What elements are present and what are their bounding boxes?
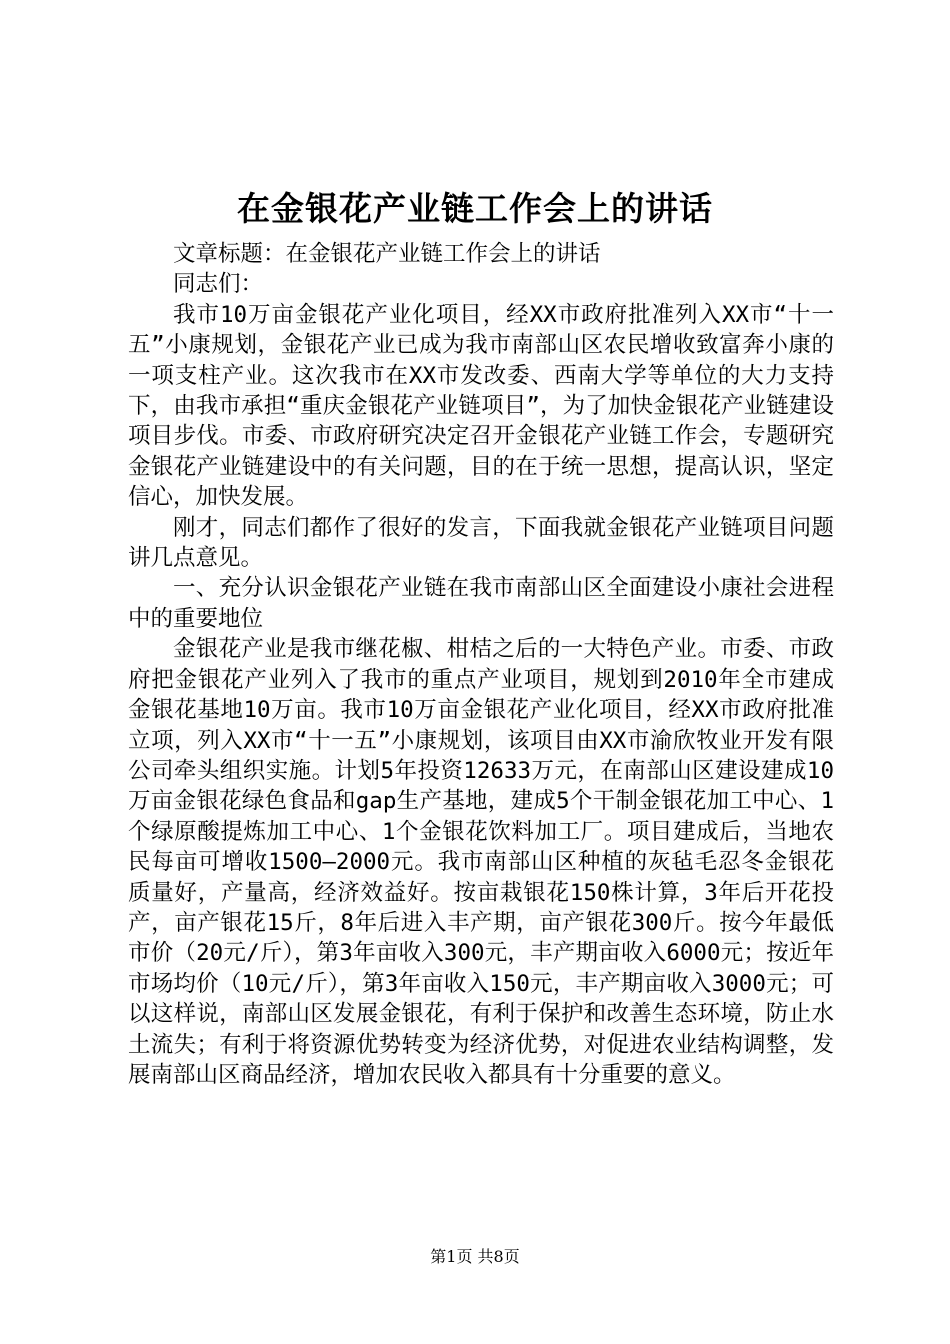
section-heading-1: 一、充分认识金银花产业链在我市南部山区全面建设小康社会进程中的重要地位 — [128, 575, 834, 632]
paragraph-transition: 刚才，同志们都作了很好的发言，下面我就金银花产业链项目问题讲几点意见。 — [128, 514, 834, 572]
paragraph-salutation: 同志们： — [173, 271, 264, 298]
paragraph-introduction: 我市10万亩金银花产业化项目，经XX市政府批准列入XX市“十一五”小康规划，金银花产业已成为我市南部山区农民增收致富奔小康的一项支柱产业。这次我市在XX市发改委、西南大学等单位的大力支持下，由我市承担“重庆金银花产业链项目”，为了加快金银花产业链建设项目步伐。市委、市政府研究决定召开金银花产业链工作会，专题研究金银花产业链建设中的有关问题，目的在于统一思想，提高认识，坚定信心，加快发展。 — [128, 301, 834, 511]
page-footer: 第1页 共8页 — [430, 1247, 520, 1266]
document-body — [128, 239, 834, 1090]
paragraph-industry-overview: 金银花产业是我市继花椒、柑桔之后的一大特色产业。市委、市政府把金银花产业列入了我市的重点产业项目，规划到2010年全市建成金银花基地10万亩。我市10万亩金银花产业化项目，经XX市政府批准立项，列入XX市“十一五”小康规划，该项目由XX市渝欣牧业开发有限公司牵头组织实施。计划5年投资12633万元，在南部山区建设建成10万亩金银花绿色食品和gap生产基地，建成5个干制金银花加工中心、1个绿原酸提炼加工中心、1个金银花饮料加工厂。项目建成后，当地农民每亩可增收1500—2000元。我市南部山区种植的灰毡毛忍冬金银花质量好，产量高，经济效益好。按亩栽银花150株计算，3年后开花投产，亩产银花15斤，8年后进入丰产期，亩产银花300斤。按今年最低市价（20元/斤），第3年亩收入300元，丰产期亩收入6000元；按近年市场均价（10元/斤），第3年亩收入150元，丰产期亩收入3000元；可以这样说，南部山区发展金银花，有利于保护和改善生态环境，防止水土流失；有利于将资源优势转变为经济优势，对促进农业结构调整，发展南部山区商品经济，增加农民收入都具有十分重要的意义。 — [128, 636, 834, 1088]
paragraph-article-title: 文章标题：在金银花产业链工作会上的讲话 — [173, 241, 601, 267]
document-title: 在金银花产业链工作会上的讲话 — [237, 189, 713, 228]
